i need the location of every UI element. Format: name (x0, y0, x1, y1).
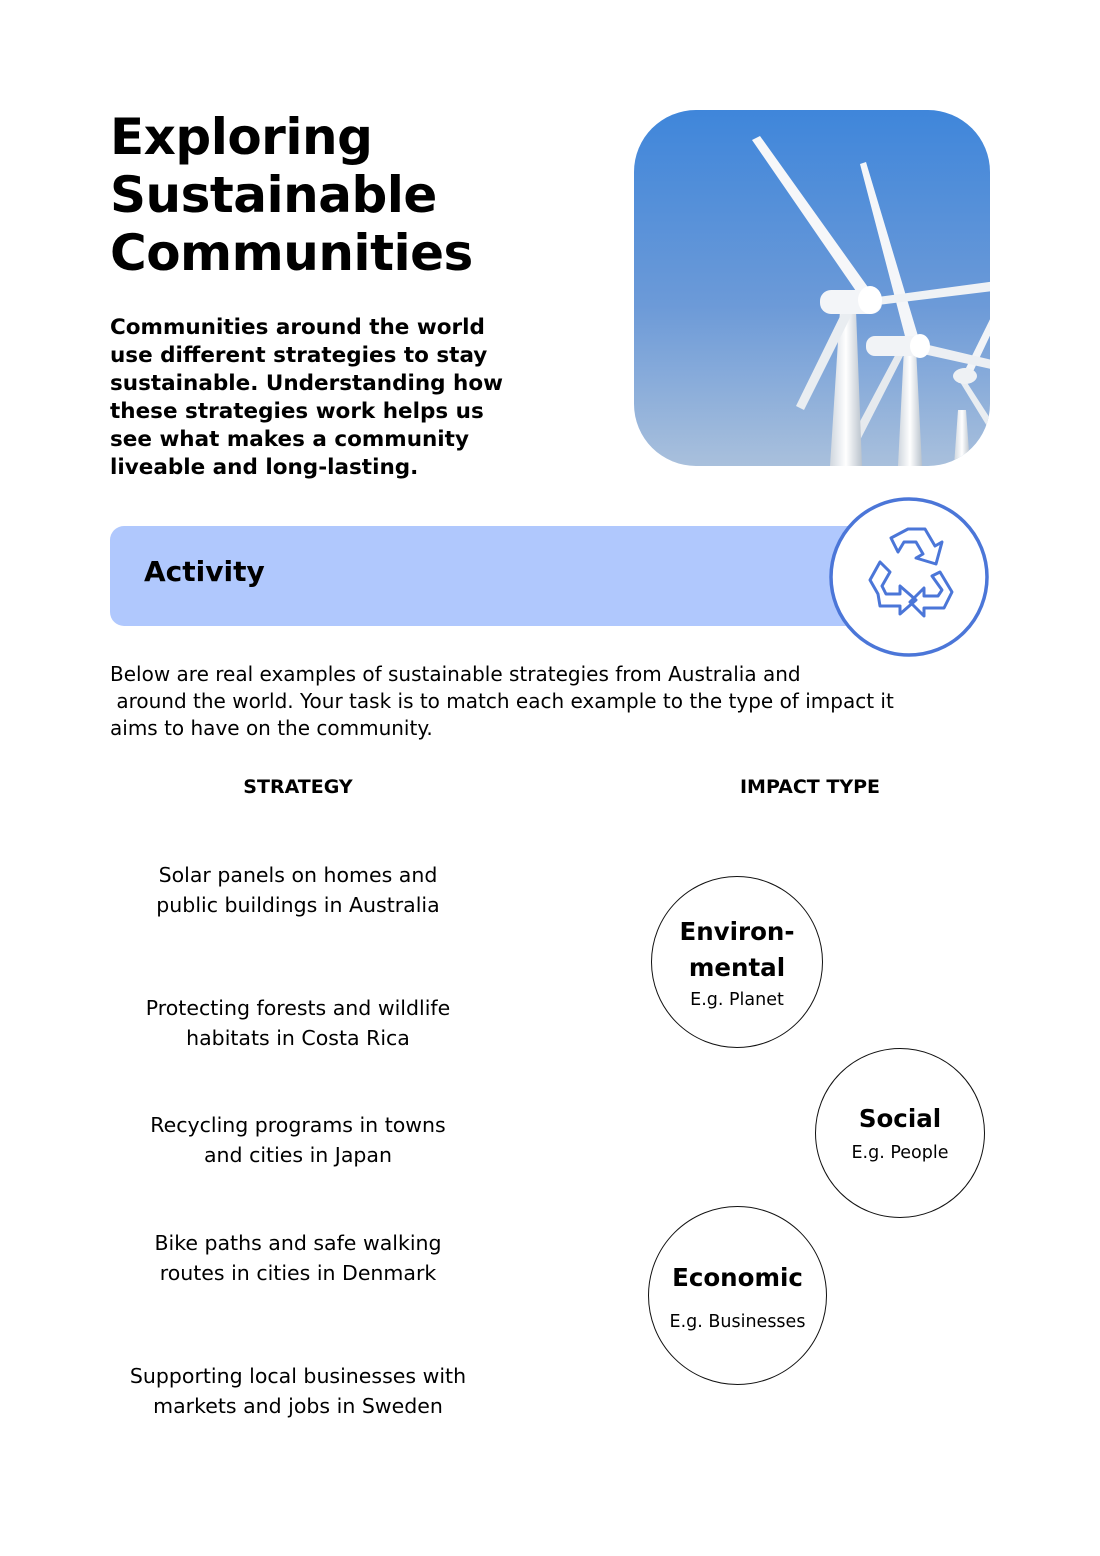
recycle-icon (828, 496, 990, 658)
instruction-line: around the world. Your task is to match each example to the type of impact it (110, 689, 894, 713)
activity-instructions (110, 661, 930, 742)
impact-column-header: IMPACT TYPE (739, 776, 880, 798)
impact-name: Economic (672, 1263, 803, 1292)
strategy-item (118, 860, 478, 920)
instruction-line: aims to have on the community. (110, 716, 433, 740)
page-title (110, 108, 590, 282)
impact-example: E.g. Planet (690, 990, 784, 1010)
strategy-item (118, 1110, 478, 1170)
impact-label (648, 1260, 827, 1334)
strategy-item (118, 1361, 478, 1421)
strategy-item (118, 1228, 478, 1288)
strategy-line: and cities in Japan (204, 1143, 392, 1167)
strategy-item (118, 993, 478, 1053)
title-line: Sustainable (110, 166, 437, 224)
impact-label (651, 914, 823, 1012)
intro-text: Communities around the world use different strategies to stay sustainable. Understanding how these strategies work helps us see what makes a community liveable and long-lasting. (110, 315, 503, 480)
impact-example: E.g. People (851, 1143, 949, 1163)
instruction-line: Below are real examples of sustainable strategies from Australia and (110, 662, 801, 686)
impact-name: Environ- mental (679, 917, 795, 982)
impact-name: Social (858, 1104, 942, 1133)
strategy-line: Protecting forests and wildlife (145, 996, 451, 1020)
strategy-line: habitats in Costa Rica (186, 1026, 410, 1050)
strategy-line: Recycling programs in towns (150, 1113, 446, 1137)
title-line: Exploring (110, 108, 373, 166)
wind-turbine-photo (634, 110, 990, 466)
strategy-line: Bike paths and safe walking (154, 1231, 442, 1255)
strategy-line: routes in cities in Denmark (159, 1261, 437, 1285)
strategy-column-header: STRATEGY (243, 776, 353, 798)
title-line: Communities (110, 224, 473, 282)
impact-label (815, 1101, 985, 1165)
strategy-line: Supporting local businesses with (129, 1364, 467, 1388)
impact-example: E.g. Businesses (669, 1312, 806, 1332)
activity-heading: Activity (144, 555, 265, 588)
strategy-line: markets and jobs in Sweden (153, 1394, 443, 1418)
strategy-line: public buildings in Australia (156, 893, 440, 917)
strategy-line: Solar panels on homes and (158, 863, 438, 887)
